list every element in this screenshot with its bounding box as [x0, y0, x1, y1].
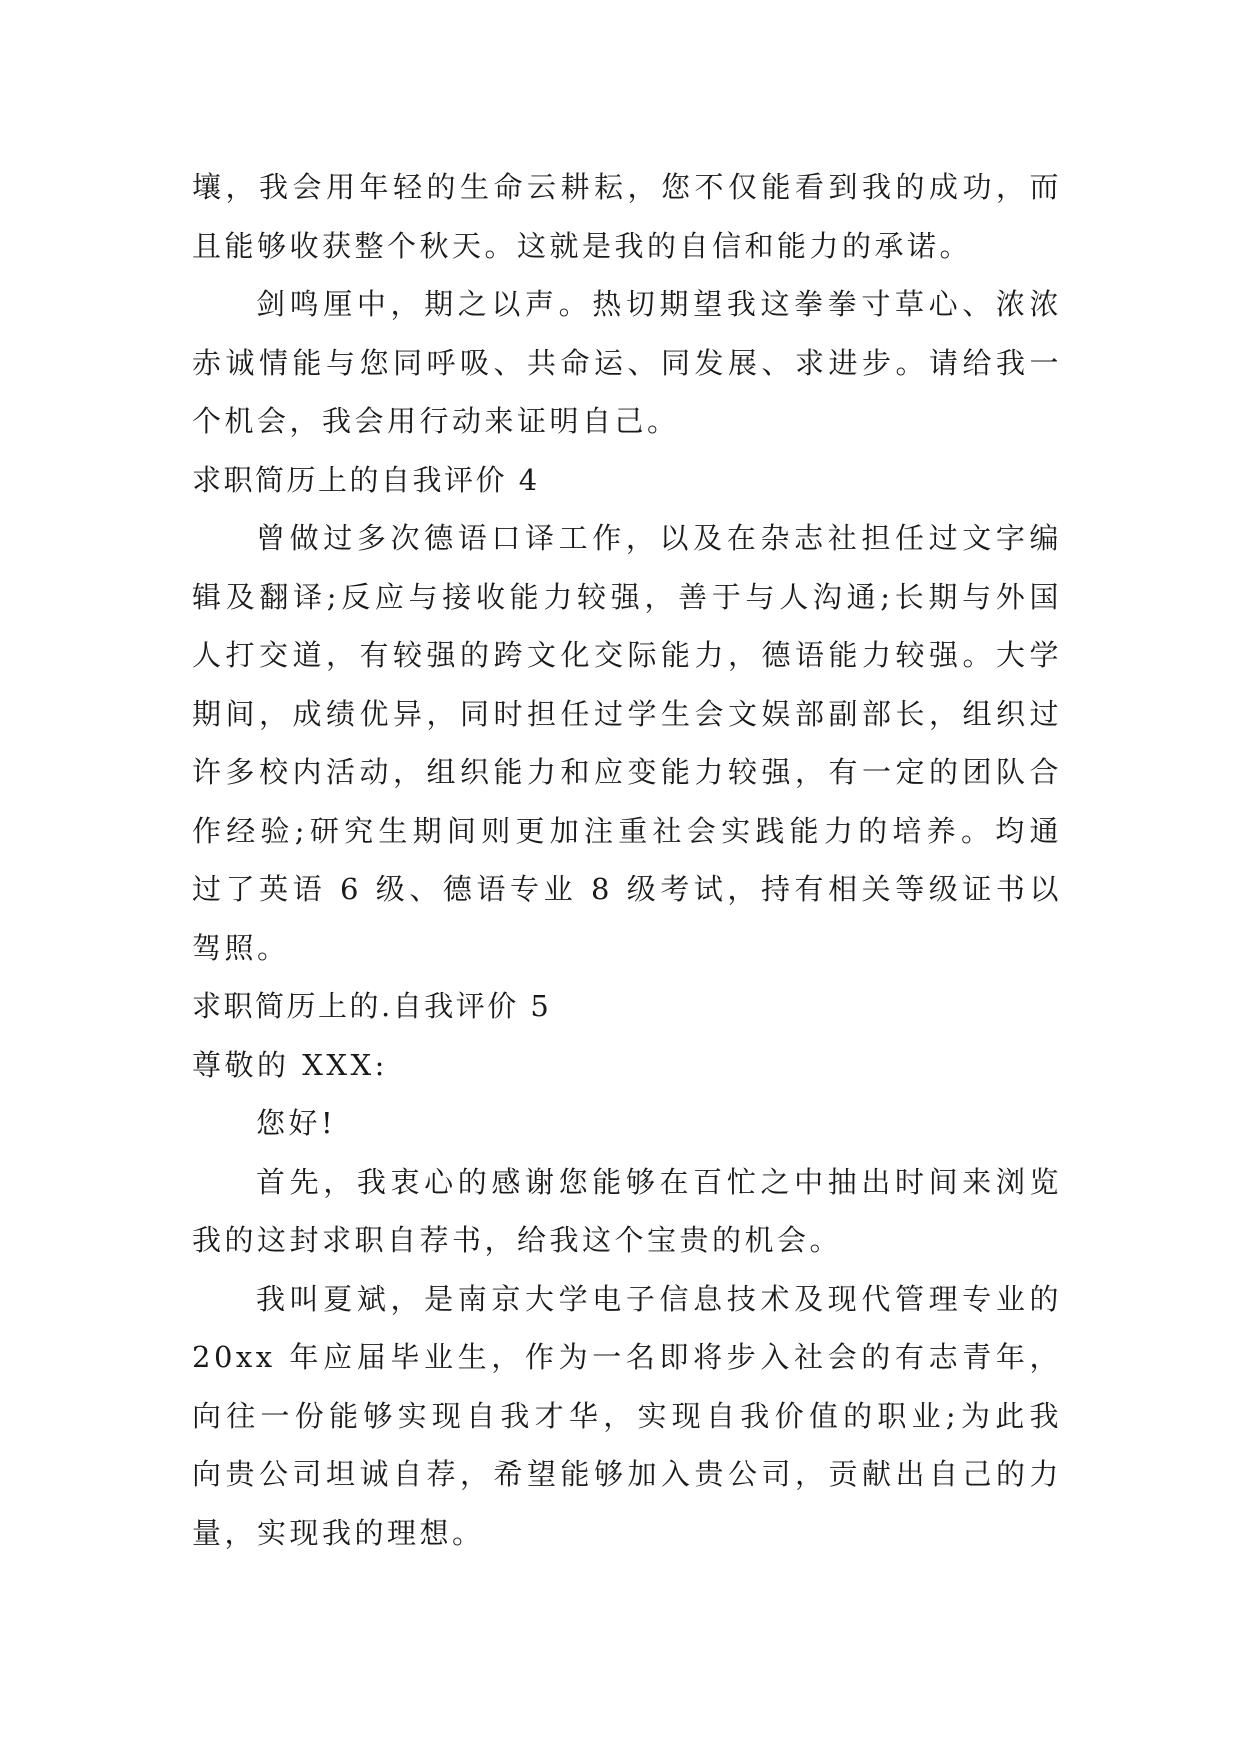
text-line: 壤，我会用年轻的生命云耕耘，您不仅能看到我的成功，而: [192, 170, 1062, 204]
text-line: 且能够收获整个秋天。这就是我的自信和能力的承诺。: [192, 228, 973, 263]
text-line: 期间，成绩优异，同时担任过学生会文娱部副部长，组织过: [192, 696, 1062, 731]
text-line: 曾做过多次德语口译工作，以及在杂志社担任过文字编: [256, 521, 1062, 555]
paragraph-thanks: [192, 1153, 1062, 1270]
text-line: 驾照。: [192, 930, 290, 965]
paragraph-expectation: [192, 275, 1062, 451]
text-line: 人打交道，有较强的跨文化交际能力，德语能力较强。大学: [192, 638, 1062, 672]
section-heading-4: 求职简历上的自我评价 4: [192, 462, 540, 497]
paragraph-self-evaluation-4: [192, 509, 1062, 977]
letter-salutation: 尊敬的 XXX:: [192, 1047, 388, 1082]
document-body: [192, 158, 1062, 1562]
text-line: 向贵公司坦诚自荐，希望能够加入贵公司，贡献出自己的力: [192, 1457, 1062, 1491]
text-line: 我的这封求职自荐书，给我这个宝贵的机会。: [192, 1223, 843, 1257]
text-line: 个机会，我会用行动来证明自己。: [192, 404, 680, 438]
text-line: 量，实现我的理想。: [192, 1515, 485, 1550]
text-line: 作经验;研究生期间则更加注重社会实践能力的培养。均通: [192, 813, 1062, 848]
paragraph-closing-promise: [192, 158, 1062, 275]
text-line: 我叫夏斌，是南京大学电子信息技术及现代管理专业的: [256, 1281, 1062, 1316]
text-line: 辑及翻译;反应与接收能力较强，善于与人沟通;长期与外国: [192, 579, 1062, 614]
text-line: 首先，我衷心的感谢您能够在百忙之中抽出时间来浏览: [256, 1164, 1062, 1199]
letter-greeting: 您好!: [256, 1106, 337, 1140]
text-line: 剑鸣厘中，期之以声。热切期望我这拳拳寸草心、浓浓: [256, 287, 1062, 321]
text-line: 向往一份能够实现自我才华，实现自我价值的职业;为此我: [192, 1398, 1062, 1433]
paragraph-introduction: [192, 1270, 1062, 1563]
text-line: 20xx 年应届毕业生，作为一名即将步入社会的有志青年，: [192, 1340, 1062, 1374]
section-heading-5: 求职简历上的.自我评价 5: [192, 989, 552, 1023]
text-line: 许多校内活动，组织能力和应变能力较强，有一定的团队合: [192, 755, 1062, 789]
text-line: 过了英语 6 级、德语专业 8 级考试，持有相关等级证书以: [192, 872, 1062, 906]
text-line: 赤诚情能与您同呼吸、共命运、同发展、求进步。请给我一: [192, 345, 1062, 380]
